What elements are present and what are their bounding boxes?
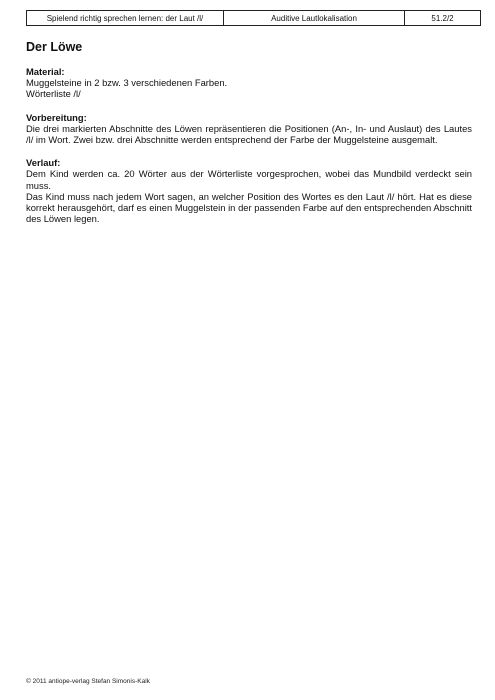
section-label-verlauf: Verlauf: (26, 157, 61, 169)
section-label-vorbereitung: Vorbereitung: (26, 111, 87, 123)
section-label-material: Material: (26, 66, 65, 77)
page-header (26, 10, 481, 26)
material-line: Wörterliste /l/ (26, 88, 81, 100)
section-verlauf (26, 157, 472, 224)
main-content (26, 66, 472, 236)
header-book-title: Spielend richtig sprechen lernen: der Laut /l/ (27, 11, 224, 26)
vorbereitung-text: Die drei markierten Abschnitte des Löwen repräsentieren die Positionen (An-, In- und Auslaut) des Lautes /l/ im Wort. Zwei bzw. drei Abschnitte werden entsprechend der Farbe der Muggelsteine ausgemalt. (26, 122, 472, 146)
verlauf-paragraph: Dem Kind werden ca. 20 Wörter aus der Wörterliste vorgesprochen, wobei das Mundbild verdeckt sein muss. (26, 168, 472, 191)
section-material (26, 66, 472, 100)
page-title: Der Löwe (26, 40, 83, 54)
verlauf-paragraph: Das Kind muss nach jedem Wort sagen, an welcher Position des Wortes es den Laut /l/ hört. Hat es diese korrekt herausgehört, darf es einen Muggelstein in der passenden Farbe auf den entsprechenden Abschnitt des Löwen legen. (26, 190, 472, 225)
section-vorbereitung (26, 112, 472, 146)
copyright-footer: © 2011 antiope-verlag Stefan Simonis-Kalk (26, 678, 150, 685)
header-topic: Auditive Lautlokalisation (224, 11, 405, 26)
header-page-number: 51.2/2 (405, 11, 481, 26)
material-line: Muggelsteine in 2 bzw. 3 verschiedenen Farben. (26, 77, 228, 89)
